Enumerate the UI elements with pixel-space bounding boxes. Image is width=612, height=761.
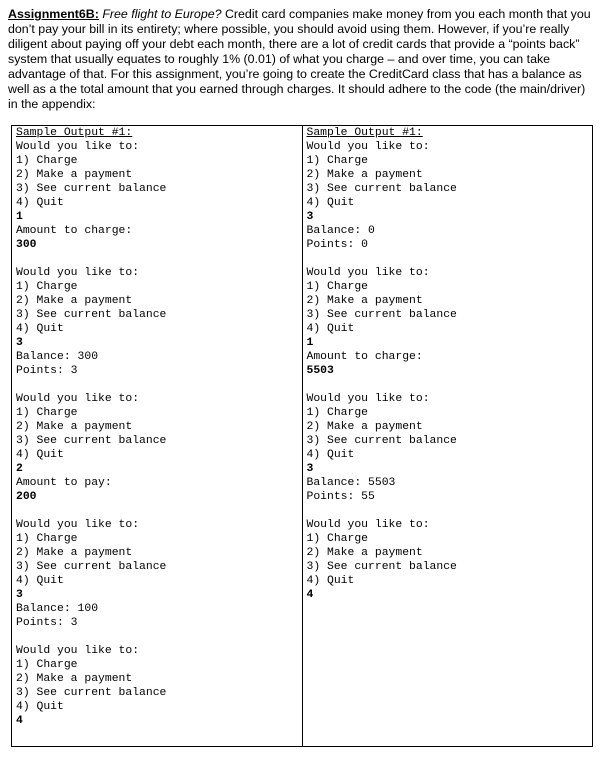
console-output-line: 1) Charge bbox=[16, 533, 78, 545]
console-output-line: 1) Charge bbox=[16, 281, 78, 293]
console-output-line: 2) Make a payment bbox=[16, 673, 133, 685]
console-output-line: Points: 55 bbox=[306, 491, 375, 503]
console-output-line: Points: 3 bbox=[16, 365, 78, 377]
console-blank-line bbox=[16, 630, 302, 644]
console-output-line: 1) Charge bbox=[16, 407, 78, 419]
assignment-lead: Free flight to Europe? bbox=[102, 7, 222, 21]
assignment-intro bbox=[8, 7, 598, 112]
console-output-line: Would you like to: bbox=[306, 141, 430, 153]
console-output-line: 4) Quit bbox=[16, 323, 64, 335]
console-output-line: 4) Quit bbox=[306, 575, 355, 587]
console-user-input: 3 bbox=[16, 337, 23, 349]
console-output-line: 3) See current balance bbox=[306, 435, 457, 447]
console-output-line: 4) Quit bbox=[16, 449, 64, 461]
console-output-line: Would you like to: bbox=[306, 393, 430, 405]
console-output-line: Balance: 300 bbox=[16, 351, 99, 363]
console-blank-line bbox=[307, 378, 593, 392]
console-user-input: 3 bbox=[306, 211, 314, 223]
console-output-line: Would you like to: bbox=[306, 519, 430, 531]
console-output-line: 2) Make a payment bbox=[306, 295, 423, 307]
console-output-line: Points: 0 bbox=[306, 239, 369, 251]
console-user-input: 200 bbox=[16, 491, 37, 503]
console-output-line: Would you like to: bbox=[16, 519, 140, 531]
console-output-line: 1) Charge bbox=[16, 155, 78, 167]
console-output-line: Amount to charge: bbox=[306, 351, 423, 363]
console-user-input: 2 bbox=[16, 463, 23, 475]
console-output-line: Would you like to: bbox=[16, 645, 140, 657]
console-output-line: 3) See current balance bbox=[306, 183, 457, 195]
console-output-line: 4) Quit bbox=[16, 575, 64, 587]
console-user-input: 3 bbox=[306, 463, 314, 475]
console-output-line: 2) Make a payment bbox=[16, 421, 133, 433]
console-output-line: Would you like to: bbox=[306, 267, 430, 279]
console-output-line: 4) Quit bbox=[16, 701, 64, 713]
console-output-line: Balance: 0 bbox=[306, 225, 375, 237]
console-output-line: 3) See current balance bbox=[16, 687, 167, 699]
console-output-line: 2) Make a payment bbox=[16, 169, 133, 181]
console-output-line: 2) Make a payment bbox=[16, 295, 133, 307]
console-blank-line bbox=[16, 252, 302, 266]
console-output-line: Would you like to: bbox=[16, 393, 140, 405]
console-output-line: 3) See current balance bbox=[16, 561, 167, 573]
console-user-input: 3 bbox=[16, 589, 23, 601]
console-output-line: 2) Make a payment bbox=[306, 421, 423, 433]
console-user-input: 4 bbox=[16, 715, 23, 727]
console-output-line: 4) Quit bbox=[16, 197, 64, 209]
console-output-line: 3) See current balance bbox=[306, 309, 457, 321]
console-lines bbox=[16, 140, 302, 728]
sample-output-table bbox=[11, 125, 593, 747]
console-output-line: 3) See current balance bbox=[16, 435, 167, 447]
console-user-input: 1 bbox=[306, 337, 314, 349]
console-output-line: 3) See current balance bbox=[306, 561, 457, 573]
console-output-line: Would you like to: bbox=[16, 267, 140, 279]
console-output-line: Would you like to: bbox=[16, 141, 140, 153]
console-output-line: 4) Quit bbox=[306, 449, 355, 461]
assignment-heading: Assignment6B: bbox=[8, 7, 99, 21]
console-blank-line bbox=[307, 504, 593, 518]
sample-output-title: Sample Output #1: bbox=[306, 127, 423, 139]
console-output-line: 1) Charge bbox=[306, 155, 369, 167]
console-output-line: Points: 3 bbox=[16, 617, 78, 629]
console-blank-line bbox=[307, 252, 593, 266]
console-blank-line bbox=[16, 378, 302, 392]
assignment-description: Credit card companies make money from you each month that you don’t pay your bill in its entirety; where possible, you should avoid using them. However, if you’re really diligent about paying off your debt each month, there are a lot of credit cards that provide a “points back” system that usually equates to roughly 1% (0.01) of what you charge – and over time, you can take advantage of that. For this assignment, you’re going to create the CreditCard class that has a balance as well as a the total amount that you earned through charges. It should adhere to the code (the main/driver) in the appendix: bbox=[8, 7, 591, 111]
console-output-line: 3) See current balance bbox=[16, 183, 167, 195]
sample-output-title: Sample Output #1: bbox=[16, 127, 133, 139]
console-output-line: 2) Make a payment bbox=[306, 547, 423, 559]
console-output-line: 4) Quit bbox=[306, 197, 355, 209]
console-output-line: 2) Make a payment bbox=[16, 547, 133, 559]
console-output-line: 2) Make a payment bbox=[306, 169, 423, 181]
console-output-line: Balance: 100 bbox=[16, 603, 99, 615]
console-user-input: 5503 bbox=[306, 365, 334, 377]
console-output-line: 1) Charge bbox=[16, 659, 78, 671]
console-output-line: Amount to charge: bbox=[16, 225, 133, 237]
sample-output-right bbox=[302, 126, 593, 747]
console-output-line: 1) Charge bbox=[306, 407, 369, 419]
sample-output-left bbox=[12, 126, 303, 747]
console-lines bbox=[307, 140, 593, 602]
console-blank-line bbox=[16, 504, 302, 518]
console-user-input: 1 bbox=[16, 211, 23, 223]
console-output-line: Balance: 5503 bbox=[306, 477, 396, 489]
console-user-input: 300 bbox=[16, 239, 37, 251]
console-output-line: 1) Charge bbox=[306, 533, 369, 545]
console-user-input: 4 bbox=[306, 589, 314, 601]
console-output-line: 3) See current balance bbox=[16, 309, 167, 321]
console-output-line: 1) Charge bbox=[306, 281, 369, 293]
console-output-line: Amount to pay: bbox=[16, 477, 112, 489]
console-output-line: 4) Quit bbox=[306, 323, 355, 335]
